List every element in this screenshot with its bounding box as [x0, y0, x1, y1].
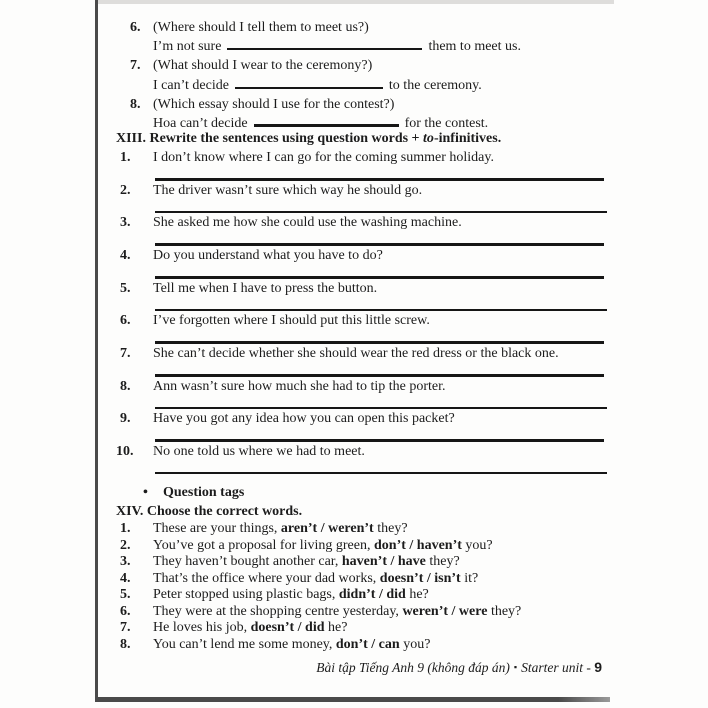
answer-line	[155, 472, 607, 474]
page-left-edge-line	[95, 0, 98, 701]
item-number: 1.	[120, 521, 131, 537]
exercise-item	[116, 95, 608, 133]
item-number: 8.	[120, 636, 131, 652]
fill-blank	[227, 48, 422, 50]
item-text: You can’t lend me some money, don’t / can you?	[153, 636, 431, 652]
item-text: Tell me when I have to press the button.	[153, 281, 378, 297]
exercise-item	[116, 246, 608, 279]
item-question: (Which essay should I use for the contest?)	[153, 96, 395, 112]
item-number: 4.	[120, 248, 131, 264]
item-number: 8.	[120, 379, 131, 395]
answer-pre-text: I can’t decide	[153, 77, 229, 93]
choice-words: doesn’t / did	[250, 620, 325, 636]
section-xiii-heading	[116, 129, 608, 148]
choice-words: haven’t / have	[341, 554, 426, 570]
question-tags-subheading	[116, 483, 608, 502]
heading-italic-word: to	[423, 131, 434, 147]
heading-text: -infinitives.	[433, 131, 502, 147]
item-number: 6.	[130, 20, 141, 35]
item-text: I don’t know where I can go for the coming summer holiday.	[153, 150, 494, 166]
exercise-item	[116, 344, 608, 377]
exercise-item	[116, 637, 608, 654]
item-text: I’ve forgotten where I should put this little screw.	[153, 313, 430, 329]
answer-post-text: to the ceremony.	[388, 77, 482, 93]
bullet-icon: •	[143, 485, 148, 501]
square-separator-icon: ▪	[513, 662, 518, 673]
section-xiv-heading: XIV. Choose the correct words.	[116, 504, 303, 520]
choose-words-list	[116, 521, 608, 653]
item-number: 5.	[120, 587, 131, 603]
page-bottom-edge-line	[95, 697, 610, 702]
item-number: 10.	[116, 444, 134, 460]
page-top-shadow	[98, 0, 614, 4]
book-title: Bài tập Tiếng Anh 9 (không đáp án)	[316, 660, 510, 676]
item-number: 6.	[120, 313, 131, 329]
exercise-item	[116, 213, 608, 246]
subheading-text: Question tags	[163, 485, 245, 501]
exercise-item	[116, 442, 608, 474]
item-text: No one told us where we had to meet.	[153, 444, 365, 460]
exercise-item	[116, 587, 608, 604]
choice-words: aren’t / weren’t	[280, 521, 374, 537]
item-text: They haven’t bought another car, haven’t / have they?	[153, 554, 460, 570]
unit-label: Starter unit -	[521, 660, 591, 676]
answer-post-text: for the contest.	[404, 116, 489, 132]
exercise-item	[116, 409, 608, 442]
exercise-item	[116, 311, 608, 344]
exercise-item	[116, 279, 608, 311]
exercise-item	[116, 377, 608, 409]
page-content	[116, 10, 608, 676]
item-text: Do you understand what you have to do?	[153, 248, 383, 264]
choice-words: don’t / haven’t	[374, 537, 462, 553]
exercise-item	[116, 56, 608, 94]
fill-in-section	[116, 18, 608, 133]
exercise-item	[116, 148, 608, 181]
exercise-item	[116, 538, 608, 555]
item-number: 7.	[120, 620, 131, 636]
item-number: 4.	[120, 570, 131, 586]
item-number: 3.	[120, 554, 131, 570]
exercise-item	[116, 554, 608, 571]
answer-pre-text: Hoa can’t decide	[153, 116, 248, 132]
item-text: She asked me how she could use the washing machine.	[153, 215, 462, 231]
page-footer	[116, 659, 608, 676]
exercise-item	[116, 604, 608, 621]
item-text: He loves his job, doesn’t / did he?	[153, 620, 348, 636]
item-number: 6.	[120, 603, 131, 619]
item-text: Peter stopped using plastic bags, didn’t / did he?	[153, 587, 429, 603]
answer-post-text: them to meet us.	[428, 39, 521, 55]
item-number: 7.	[130, 58, 141, 74]
exercise-item	[116, 18, 608, 56]
exercise-item	[116, 620, 608, 637]
item-text: You’ve got a proposal for living green, don’t / haven’t you?	[153, 537, 493, 553]
item-number: 2.	[120, 537, 131, 553]
item-text: Have you got any idea how you can open this packet?	[153, 411, 455, 427]
choice-words: don’t / can	[335, 636, 400, 652]
heading-text: XIII. Rewrite the sentences using question words +	[116, 131, 424, 147]
item-number: 2.	[120, 183, 131, 199]
choice-words: didn’t / did	[338, 587, 406, 603]
item-number: 5.	[120, 281, 131, 297]
item-number: 8.	[130, 96, 141, 112]
fill-blank	[235, 87, 383, 89]
exercise-item	[116, 521, 608, 538]
exercise-item	[116, 571, 608, 588]
item-number: 9.	[120, 411, 131, 427]
answer-pre-text: I’m not sure	[153, 39, 222, 55]
item-text: Ann wasn’t sure how much she had to tip the porter.	[153, 379, 446, 395]
item-text: The driver wasn’t sure which way he should go.	[153, 183, 423, 199]
item-text: She can’t decide whether she should wear the red dress or the black one.	[153, 346, 559, 362]
choice-words: doesn’t / isn’t	[379, 570, 461, 586]
item-text: These are your things, aren’t / weren’t they?	[153, 521, 408, 537]
item-question: (What should I wear to the ceremony?)	[153, 58, 373, 74]
item-number: 3.	[120, 215, 131, 231]
exercise-item	[116, 181, 608, 213]
item-number: 7.	[120, 346, 131, 362]
item-text: They were at the shopping centre yesterday, weren’t / were they?	[153, 603, 522, 619]
item-question: (Where should I tell them to meet us?)	[153, 20, 369, 35]
rewrite-list	[116, 148, 608, 474]
page-number: 9	[594, 659, 602, 676]
choice-words: weren’t / were	[402, 603, 488, 619]
item-text: That’s the office where your dad works, doesn’t / isn’t it?	[153, 570, 479, 586]
item-number: 1.	[120, 150, 131, 166]
fill-blank	[254, 124, 399, 127]
